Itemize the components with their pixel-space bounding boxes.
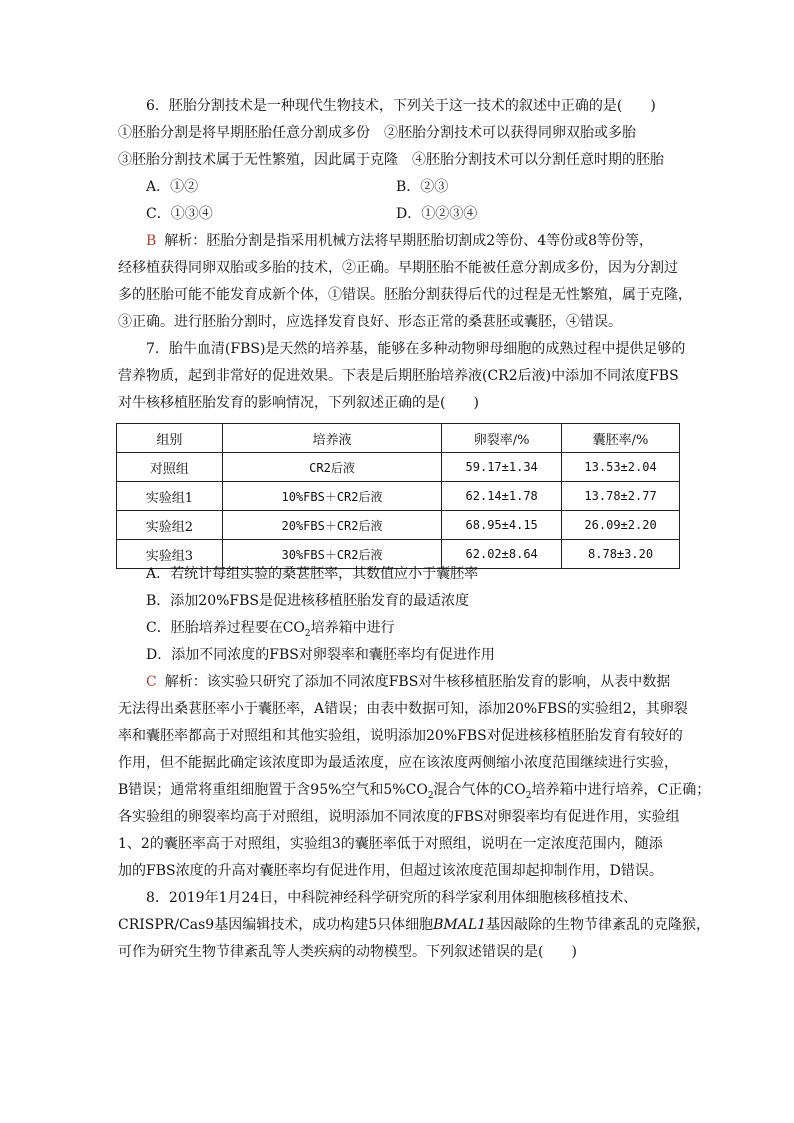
q7-analysis-line-3: 率和囊胚率都高于对照组和其他实验组，说明添加20%FBS对促进核移植胚胎发育有较好的 <box>118 728 683 744</box>
cell-blastocyst-rate: 13.78±2.77 <box>562 482 680 511</box>
q6-analysis-line-1 <box>146 232 653 250</box>
cell-medium: CR2后液 <box>222 453 442 482</box>
subscript: 2 <box>525 790 532 801</box>
q6-statements-3-4: ③胚胎分割技术属于无性繁殖，因此属于克隆 ④胚胎分割技术可以分割任意时期的胚胎 <box>118 152 664 168</box>
q7-option-c-text-end: 培养箱中进行 <box>310 620 395 636</box>
gene-name: BMAL1 <box>433 917 487 933</box>
cell-cleavage-rate: 62.02±8.64 <box>442 540 562 569</box>
cell-medium: 30%FBS＋CR2后液 <box>222 540 442 569</box>
table-row <box>117 482 680 511</box>
table-header-row <box>117 424 680 453</box>
header-group: 组别 <box>117 424 223 453</box>
cell-medium: 20%FBS＋CR2后液 <box>222 511 442 540</box>
header-blastocyst-rate: 囊胚率/% <box>562 424 680 453</box>
q6-option-b: B．②③ <box>396 179 449 195</box>
q6-analysis-line-3: 多的胚胎可能不能发育成新个体，①错误。胚胎分割获得后代的过程是无性繁殖，属于克隆， <box>118 287 692 303</box>
q7-stem-line-2: 营养物质，起到非常好的促进效果。下表是后期胚胎培养液(CR2后液)中添加不同浓度FBS <box>118 368 679 384</box>
q7-analysis-5b: 混合气体的CO <box>433 782 526 798</box>
subscript: 2 <box>427 790 434 801</box>
cell-group: 对照组 <box>117 453 223 482</box>
q7-analysis-text: 解析：该实验只研究了添加不同浓度FBS对牛核移植胚胎发育的影响，从表中数据 <box>164 674 671 690</box>
q7-option-c <box>146 619 395 643</box>
q7-analysis-line-8: 加的FBS浓度的升高对囊胚率均有促进作用，但超过该浓度范围却起抑制作用，D错误。 <box>118 863 663 879</box>
q7-option-a: A．若统计每组实验的桑葚胚率，其数值应小于囊胚率 <box>146 566 479 582</box>
q7-analysis-line-1 <box>146 673 670 691</box>
q7-analysis-line-6: 各实验组的卵裂率均高于对照组，说明添加不同浓度的FBS对卵裂率均有促进作用，实验组 <box>118 809 680 825</box>
cell-cleavage-rate: 68.95±4.15 <box>442 511 562 540</box>
subscript: 2 <box>304 628 311 639</box>
q7-analysis-5c: 培养箱中进行培养，C正确； <box>531 782 711 798</box>
q7-analysis-5a: B错误；通常将重组细胞置于含95%空气和5%CO <box>118 782 428 798</box>
cell-blastocyst-rate: 26.09±2.20 <box>562 511 680 540</box>
cell-cleavage-rate: 59.17±1.34 <box>442 453 562 482</box>
q8-stem-line-2 <box>118 916 710 934</box>
q6-option-c: C．①③④ <box>146 206 213 222</box>
q8-stem-2b: 基因敲除的生物节律紊乱的克隆猴， <box>486 917 711 933</box>
q7-option-d: D．添加不同浓度的FBS对卵裂率和囊胚率均有促进作用 <box>146 647 495 663</box>
q7-analysis-line-5 <box>118 781 710 805</box>
q7-option-c-text: C．胚胎培养过程要在CO <box>146 620 305 636</box>
fbs-data-table <box>116 423 680 569</box>
table-row <box>117 511 680 540</box>
q7-stem-line-1: 7．胎牛血清(FBS)是天然的培养基，能够在多种动物卵母细胞的成熟过程中提供足够的 <box>146 341 686 357</box>
q6-option-d: D．①②③④ <box>396 206 478 222</box>
q8-stem-2a: CRISPR/Cas9基因编辑技术，成功构建5只体细胞 <box>118 917 434 933</box>
q7-analysis-line-7: 1、2的囊胚率高于对照组，实验组3的囊胚率低于对照组，说明在一定浓度范围内，随添 <box>118 836 663 852</box>
cell-cleavage-rate: 62.14±1.78 <box>442 482 562 511</box>
q7-analysis-line-4: 作用，但不能据此确定该浓度即为最适浓度，应在该浓度两侧缩小浓度范围继续进行实验， <box>118 755 678 771</box>
table-row <box>117 453 680 482</box>
q6-analysis-text: 解析：胚胎分割是指采用机械方法将早期胚胎切割成2等份、4等份或8等份等， <box>164 233 654 249</box>
q6-analysis-line-2: 经移植获得同卵双胎或多胎的技术，②正确。早期胚胎不能被任意分割成多份，因为分割过 <box>118 260 678 276</box>
q8-stem-line-1: 8．2019年1月24日，中科院神经科学研究所的科学家利用体细胞核移植技术、 <box>146 890 638 906</box>
q6-statements-1-2: ①胚胎分割是将早期胚胎任意分割成多份 ②胚胎分割技术可以获得同卵双胎或多胎 <box>118 125 636 141</box>
q6-option-a: A．①② <box>146 179 199 195</box>
header-cleavage-rate: 卵裂率/% <box>442 424 562 453</box>
header-medium: 培养液 <box>222 424 442 453</box>
q6-analysis-line-4: ③正确。进行胚胎分割时，应选择发育良好、形态正常的桑葚胚或囊胚，④错误。 <box>118 314 622 330</box>
cell-group: 实验组1 <box>117 482 223 511</box>
cell-group: 实验组3 <box>117 540 223 569</box>
q7-analysis-line-2: 无法得出桑葚胚率小于囊胚率，A错误；由表中数据可知，添加20%FBS的实验组2，其卵裂 <box>118 701 688 717</box>
q7-stem-line-3: 对牛核移植胚胎发育的影响情况，下列叙述正确的是( ) <box>118 395 479 411</box>
q7-option-b: B．添加20%FBS是促进核移植胚胎发育的最适浓度 <box>146 593 469 609</box>
cell-medium: 10%FBS＋CR2后液 <box>222 482 442 511</box>
q7-answer: C <box>146 674 157 690</box>
q6-answer: B <box>146 233 157 249</box>
q6-stem: 6．胚胎分割技术是一种现代生物技术，下列关于这一技术的叙述中正确的是( ) <box>146 98 656 114</box>
q8-stem-line-3: 可作为研究生物节律紊乱等人类疾病的动物模型。下列叙述错误的是( ) <box>118 944 577 960</box>
cell-blastocyst-rate: 8.78±3.20 <box>562 540 680 569</box>
cell-group: 实验组2 <box>117 511 223 540</box>
cell-blastocyst-rate: 13.53±2.04 <box>562 453 680 482</box>
